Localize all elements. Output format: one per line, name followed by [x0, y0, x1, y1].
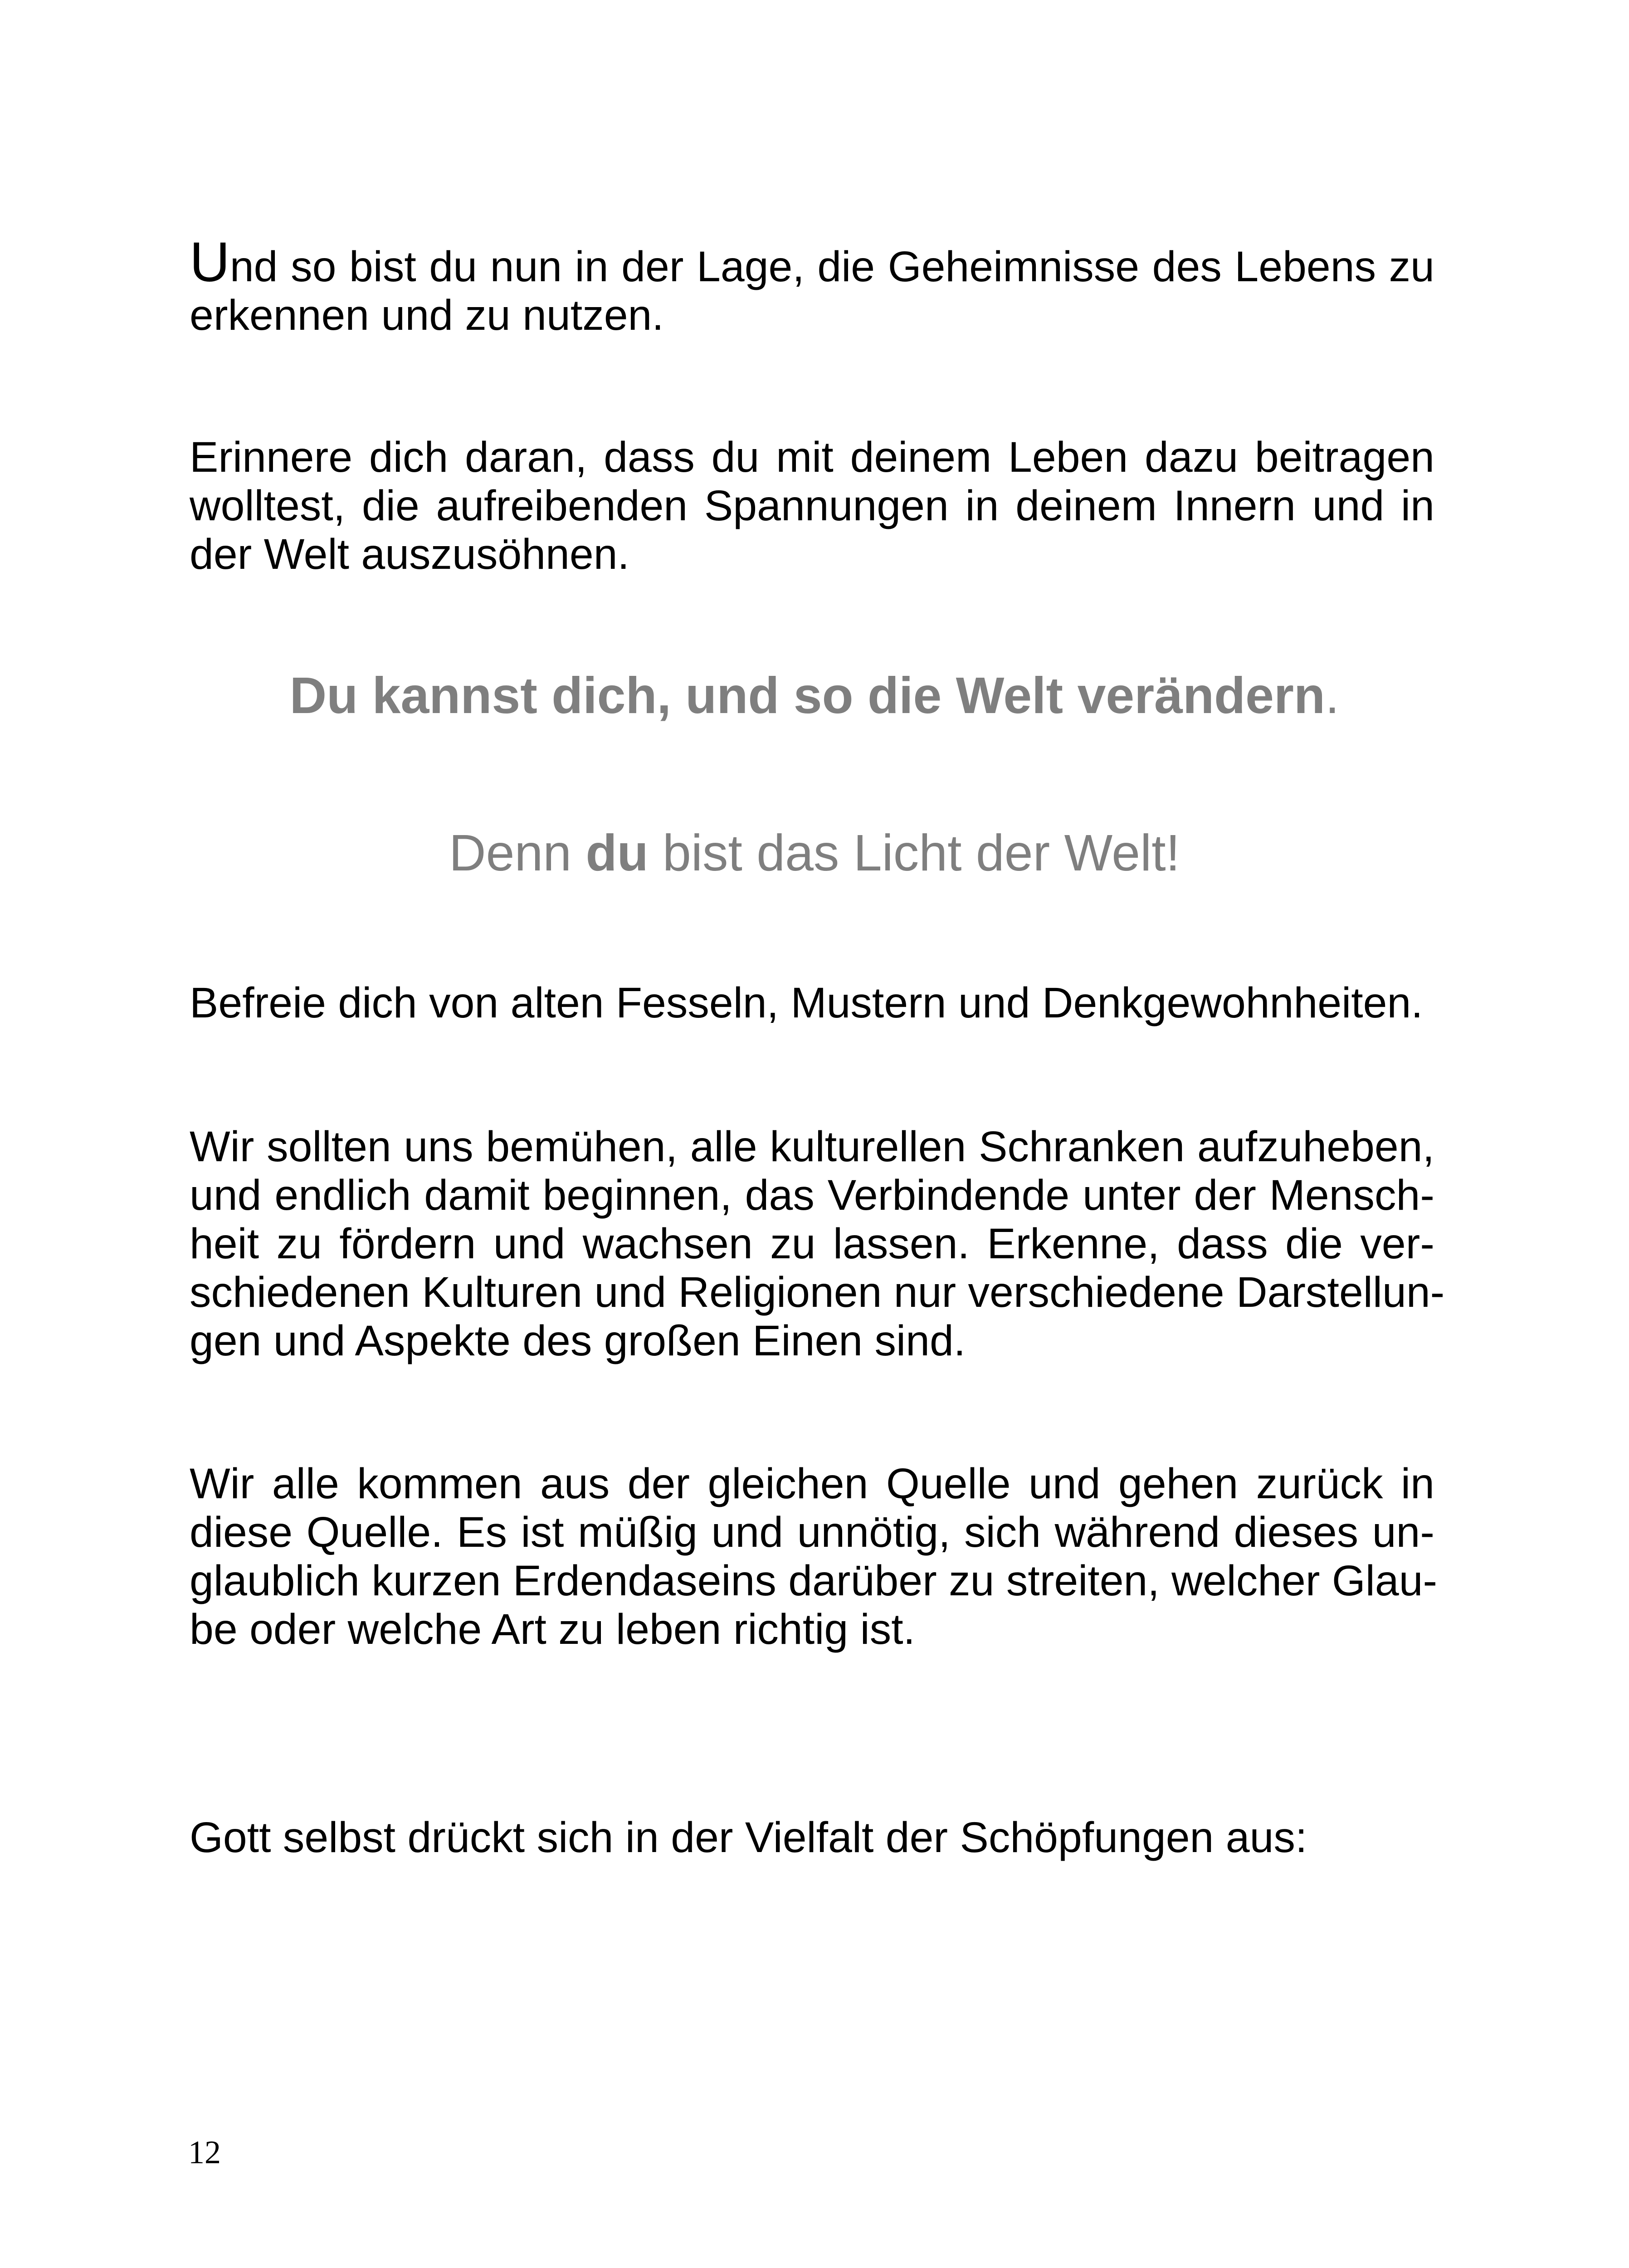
text-line: gen und Aspekte des großen Einen sind. — [190, 1317, 966, 1365]
drop-cap: U — [190, 231, 230, 293]
text-line: Gott selbst drückt sich in der Vielfalt der Schöpfungen aus: — [190, 1813, 1307, 1862]
text-line: diese Quelle. Es ist müßig und unnötig, sich während dieses un- — [190, 1508, 1434, 1556]
text-line: und endlich damit beginnen, das Verbindende unter der Mensch- — [190, 1171, 1434, 1219]
paragraph-cultures — [190, 1123, 1445, 1365]
light-of-world-line: Denn du bist das Licht der Welt! — [449, 824, 1180, 881]
text-line: Befreie dich von alten Fesseln, Mustern und Denkgewohnheiten. — [190, 979, 1423, 1027]
text-line: Und so bist du nun in der Lage, die Geheimnisse des Lebens zu — [190, 231, 1434, 293]
text-line: wolltest, die aufreibenden Spannungen in deinem Innern und in — [190, 482, 1434, 530]
paragraph-intro — [190, 231, 1434, 340]
paragraph-god — [190, 1813, 1434, 1862]
text-line: glaublich kurzen Erdendaseins darüber zu streiten, welcher Glau- — [190, 1557, 1438, 1605]
text-line: erkennen und zu nutzen. — [190, 291, 664, 339]
paragraph-same-source — [190, 1460, 1438, 1654]
text-line: Erinnere dich daran, dass du mit deinem Leben dazu beitragen — [190, 433, 1434, 481]
text-line: Wir alle kommen aus der gleichen Quelle und gehen zurück in — [190, 1460, 1434, 1508]
paragraph-remember — [190, 433, 1434, 579]
emphasis-du: du — [585, 824, 649, 881]
paragraph-free-yourself — [190, 979, 1434, 1027]
page-number: 12 — [188, 2134, 221, 2170]
text-line: Wir sollten uns bemühen, alle kulturellen Schranken aufzuheben, — [190, 1123, 1434, 1171]
motto-heading: Du kannst dich, und so die Welt verändern. — [289, 667, 1340, 724]
text-line: der Welt auszusöhnen. — [190, 530, 629, 578]
text-line: schiedenen Kulturen und Religionen nur verschiedene Darstellun- — [190, 1268, 1445, 1316]
text-line: heit zu fördern und wachsen zu lassen. Erkenne, dass die ver- — [190, 1220, 1434, 1268]
text-line: be oder welche Art zu leben richtig ist. — [190, 1605, 916, 1653]
